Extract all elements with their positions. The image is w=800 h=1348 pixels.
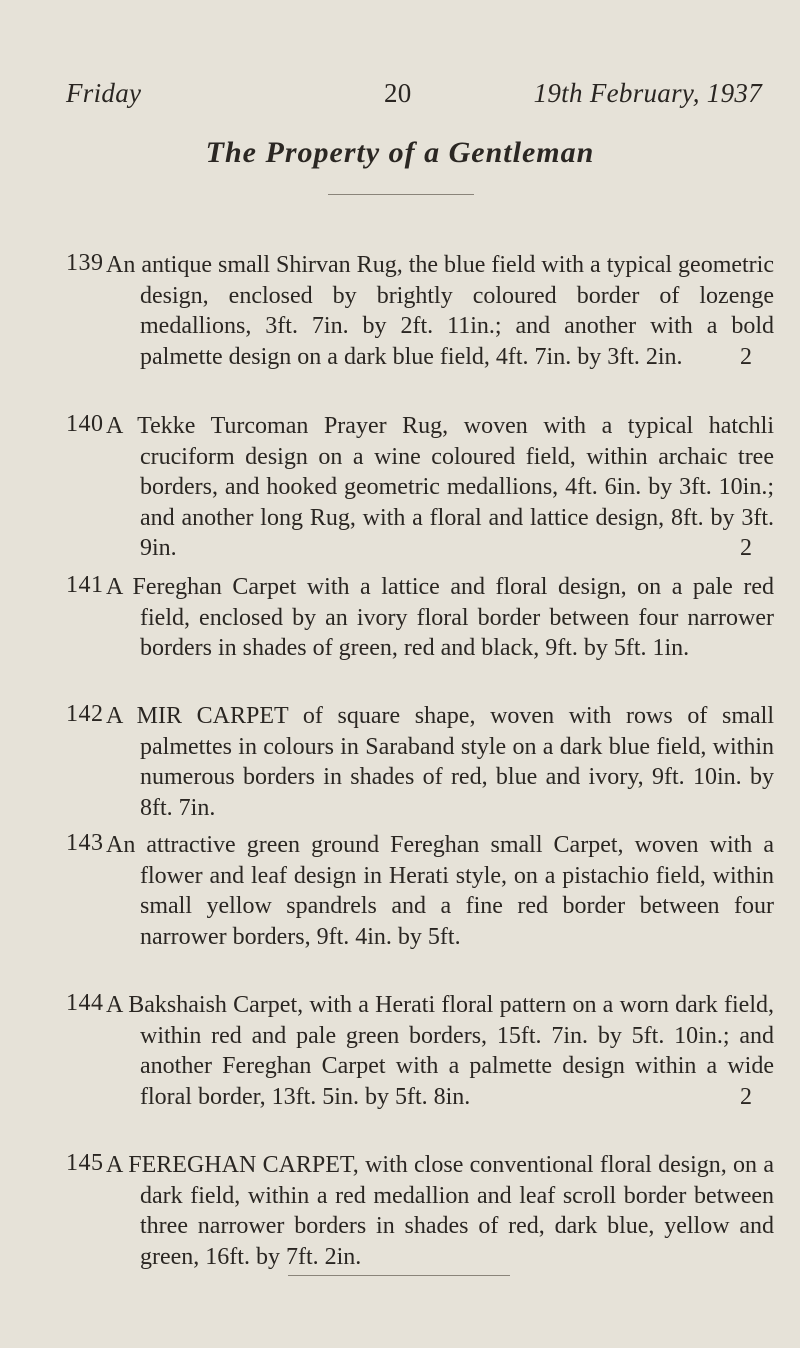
lot-description bbox=[106, 830, 774, 952]
lot-text: A FEREGHAN CARPET, with close conventional floral design, on a dark field, within a red medallion and leaf scroll border between three narrower borders in shades of red, dark blue, yellow and green, 16ft. by 7ft. 2in. bbox=[106, 1152, 774, 1270]
lot-description bbox=[106, 1150, 774, 1272]
lot-text: A Tekke Turcoman Prayer Rug, woven with a typical hatchli cruciform design on a wine coloured field, within archaic tree borders, and hooked geometric medallions, 4ft. 6in. by 3ft. 10in.; and another long Rug, with a floral and lattice design, 8ft. by 3ft. 9in. bbox=[106, 413, 774, 561]
lot-number: 145 bbox=[66, 1150, 104, 1176]
lot-description bbox=[106, 701, 774, 823]
lot-number: 142 bbox=[66, 701, 104, 727]
lot-text: An antique small Shirvan Rug, the blue field with a typical geometric design, enclosed by brightly coloured border of lozenge medallions, 3ft. 7in. by 2ft. 11in.; and another with a bold palmette design on a dark blue field, 4ft. 7in. by 3ft. 2in. bbox=[106, 252, 774, 370]
lot-description: A Tekke Turcoman Prayer Rug, woven with a typical hatchli cruciform design on a wine coloured field, within archaic tree borders, and hooked geometric medallions, 4ft. 6in. by 3ft. 10in.; and another long Rug, with a floral and lattice design, 8ft. by 3ft. 9in. 2 bbox=[106, 413, 774, 561]
lot-number: 140 bbox=[66, 411, 104, 437]
section-title: The Property of a Gentleman bbox=[205, 136, 595, 169]
lot-number: 141 bbox=[66, 572, 104, 598]
running-head bbox=[66, 78, 762, 118]
lot-text: A MIR CARPET of square shape, woven with rows of small palmettes in colours in Saraband style on a dark blue field, within numerous borders in shades of red, blue and ivory, 9ft. 10in. by 8ft. 7in. bbox=[106, 703, 774, 821]
lot-description: An antique small Shirvan Rug, the blue field with a typical geometric design, enclosed by brightly coloured border of lozenge medallions, 3ft. 7in. by 2ft. 11in.; and another with a bold palmette design on a dark blue field, 4ft. 7in. by 3ft. 2in. 2 bbox=[106, 252, 774, 370]
end-divider bbox=[288, 1275, 510, 1276]
title-divider bbox=[328, 194, 474, 195]
lot-text: An attractive green ground Fereghan small Carpet, woven with a flower and leaf design in Herati style, on a pistachio field, within small yellow spandrels and a fine red border between four narrower borders, 9ft. 4in. by 5ft. bbox=[106, 832, 774, 950]
header-day: Friday bbox=[66, 78, 142, 108]
lot-number: 139 bbox=[66, 250, 104, 276]
lot-number: 143 bbox=[66, 830, 104, 856]
lot-description bbox=[106, 572, 774, 664]
lot-description: A Bakshaish Carpet, with a Herati floral pattern on a worn dark field, within red and pale green borders, 15ft. 7in. by 5ft. 10in.; and another Fereghan Carpet with a palmette design within a wide floral border, 13ft. 5in. by 5ft. 8in. 2 bbox=[106, 992, 774, 1110]
header-date: 19th February, 1937 bbox=[533, 78, 762, 108]
lot-number: 144 bbox=[66, 990, 104, 1016]
header-page-number: 20 bbox=[384, 78, 412, 108]
lot-text: A Fereghan Carpet with a lattice and floral design, on a pale red field, enclosed by an ivory floral border between four narrower borders in shades of green, red and black, 9ft. by 5ft. 1in. bbox=[106, 574, 774, 661]
lot-text: A Bakshaish Carpet, with a Herati floral pattern on a worn dark field, within red and pale green borders, 15ft. 7in. by 5ft. 10in.; and another Fereghan Carpet with a palmette design within a wide floral border, 13ft. 5in. by 5ft. 8in. bbox=[106, 992, 774, 1110]
